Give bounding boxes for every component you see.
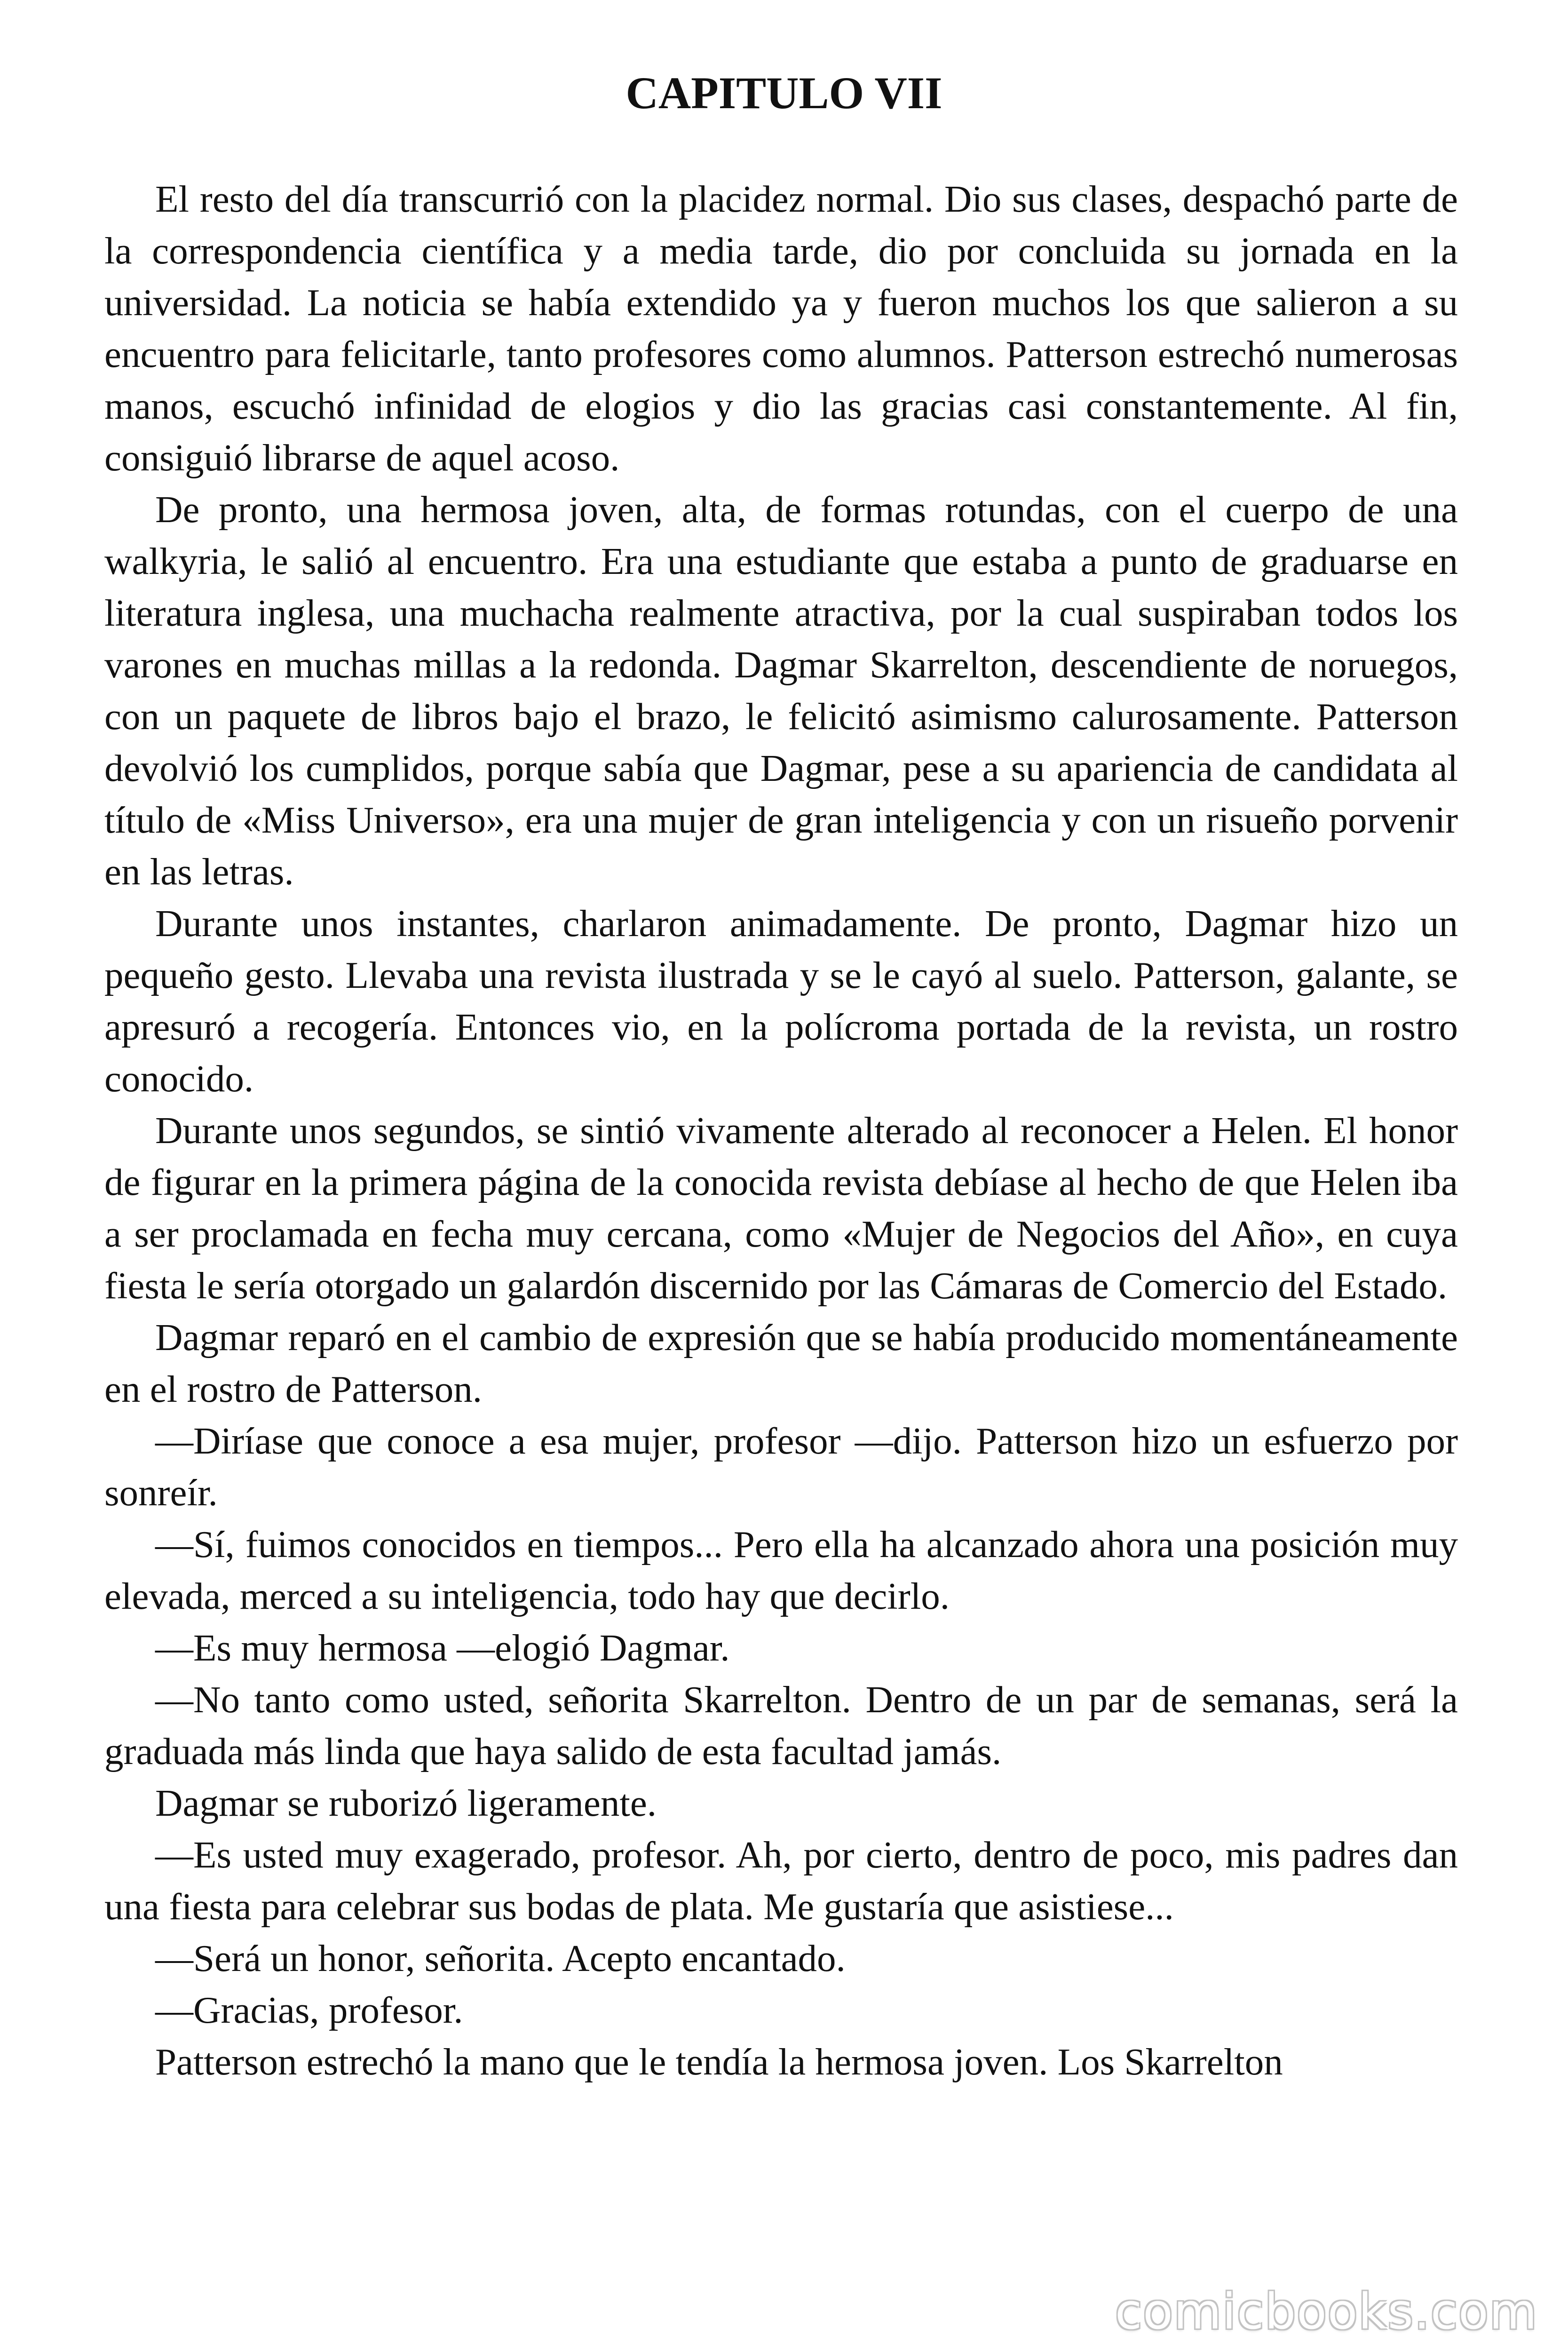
paragraph: Durante unos instantes, charlaron animadamente. De pronto, Dagmar hizo un pequeño gesto. Llevaba una revista ilustrada y se le cayó al suelo. Patterson, galante, se apresuró a recogería. Entonces vio, en la polícroma portada de la revista, un rostro conocido. [104, 902, 1458, 1100]
paragraph: Dagmar se ruborizó ligeramente. [155, 1782, 657, 1824]
paragraph: —Diríase que conoce a esa mujer, profesor —dijo. Patterson hizo un esfuerzo por sonreír. [104, 1420, 1458, 1514]
watermark: comicbooks.com [1115, 2283, 1538, 2340]
paragraph: —Gracias, profesor. [155, 1989, 463, 2031]
paragraph: —Sí, fuimos conocidos en tiempos... Pero ella ha alcanzado ahora una posición muy elevada, merced a su inteligencia, todo hay que decirlo. [104, 1523, 1458, 1617]
paragraph: —Será un honor, señorita. Acepto encantado. [155, 1937, 846, 1979]
paragraph: De pronto, una hermosa joven, alta, de formas rotundas, con el cuerpo de una walkyria, le salió al encuentro. Era una estudiante que estaba a punto de graduarse en literatura inglesa, una muchacha realmente atractiva, por la cual suspiraban todos los varones en muchas millas a la redonda. Dagmar Skarrelton, descendiente de noruegos, con un paquete de libros bajo el brazo, le felicitó asimismo calurosamente. Patterson devolvió los cumplidos, porque sabía que Dagmar, pese a su apariencia de candidata al título de «Miss Universo», era una mujer de gran inteligencia y con un risueño porvenir en las letras. [104, 488, 1458, 893]
paragraph: Dagmar reparó en el cambio de expresión que se había producido momentáneamente en el rostro de Patterson. [104, 1316, 1458, 1410]
chapter-body [104, 173, 1458, 2088]
paragraph: Durante unos segundos, se sintió vivamente alterado al reconocer a Helen. El honor de figurar en la primera página de la conocida revista debíase al hecho de que Helen iba a ser proclamada en fecha muy cercana, como «Mujer de Negocios del Año», en cuya fiesta le sería otorgado un galardón discernido por las Cámaras de Comercio del Estado. [104, 1109, 1458, 1307]
paragraph: —Es usted muy exagerado, profesor. Ah, por cierto, dentro de poco, mis padres dan una fiesta para celebrar sus bodas de plata. Me gustaría que asistiese... [104, 1834, 1458, 1928]
paragraph: Patterson estrechó la mano que le tendía la hermosa joven. Los Skarrelton [155, 2041, 1283, 2083]
paragraph: El resto del día transcurrió con la placidez normal. Dio sus clases, despachó parte de la correspondencia científica y a media tarde, dio por concluida su jornada en la universidad. La noticia se había extendido ya y fueron muchos los que salieron a su encuentro para felicitarle, tanto profesores como alumnos. Patterson estrechó numerosas manos, escuchó infinidad de elogios y dio las gracias casi constantemente. Al fin, consiguió librarse de aquel acoso. [104, 178, 1458, 479]
paragraph: —Es muy hermosa —elogió Dagmar. [155, 1627, 730, 1669]
paragraph: —No tanto como usted, señorita Skarrelton. Dentro de un par de semanas, será la graduada más linda que haya salido de esta facultad jamás. [104, 1678, 1458, 1772]
chapter-title: CAPITULO VII [626, 68, 942, 118]
